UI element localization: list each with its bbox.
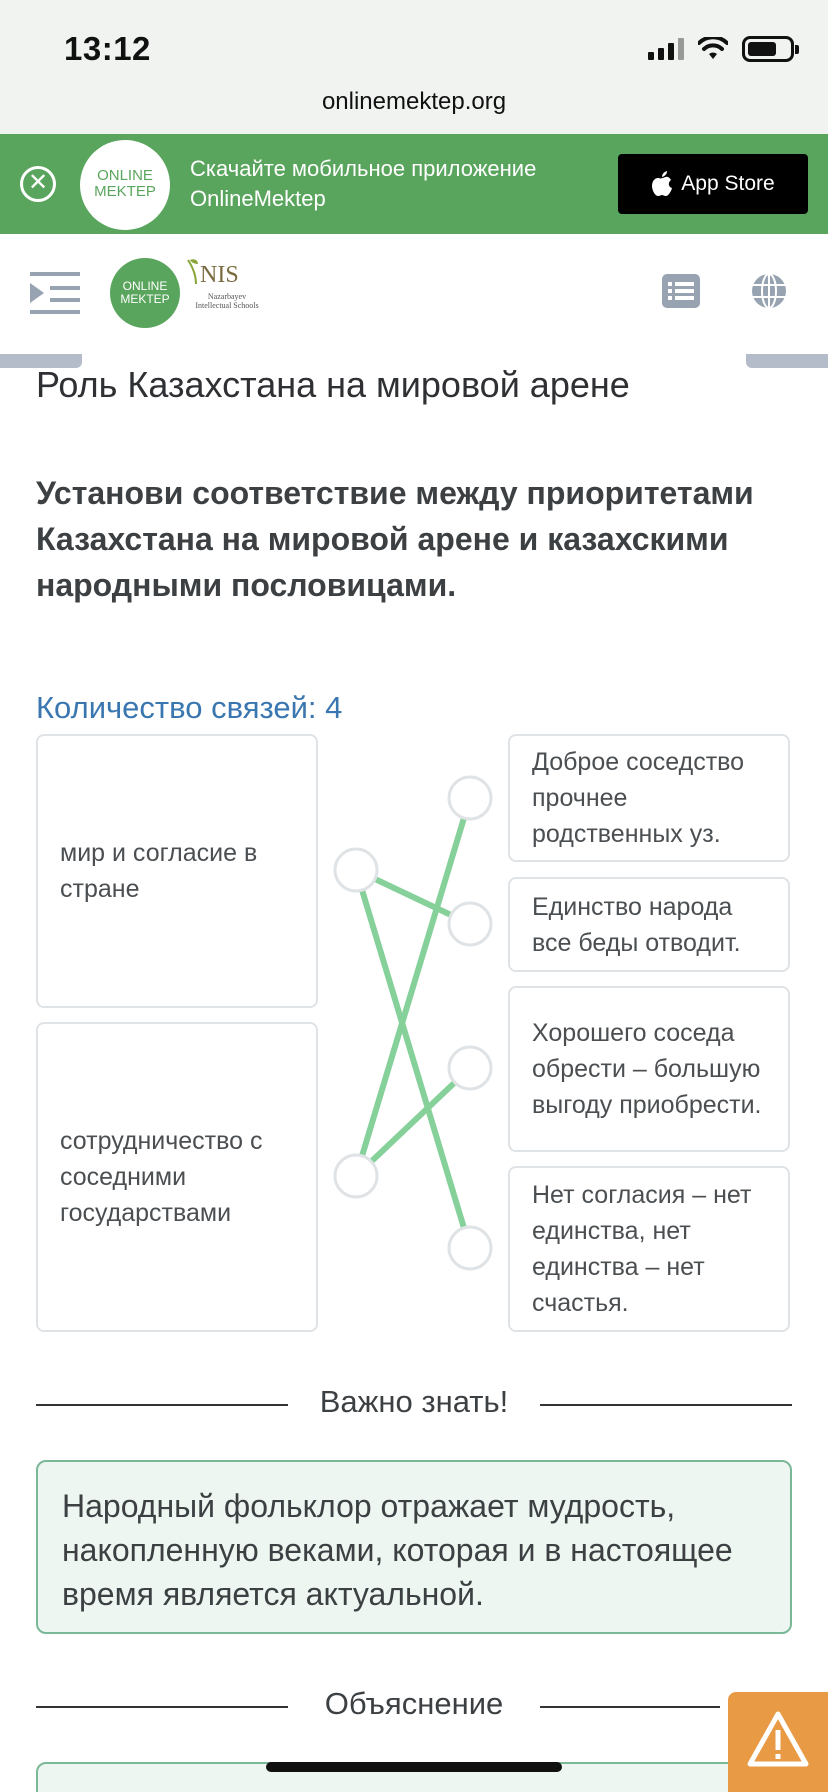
- globe-icon[interactable]: [750, 272, 788, 310]
- left-anchor[interactable]: [335, 849, 377, 891]
- banner-message: [190, 154, 536, 214]
- cellular-signal-icon: [648, 38, 684, 60]
- warning-icon: [728, 1692, 828, 1792]
- nis-logo: [186, 256, 259, 330]
- important-note: Народный фольклор отражает мудрость, накопленную веками, которая и в настоящее время является актуальной.: [36, 1460, 792, 1634]
- divider-left: [36, 1404, 288, 1406]
- right-anchor[interactable]: [449, 1047, 491, 1089]
- explanation-heading: Объяснение: [324, 1686, 504, 1721]
- home-indicator: [266, 1762, 562, 1772]
- nis-subtitle: Nazarbayev Intellectual Schools: [195, 292, 259, 310]
- right-card-neighborhood[interactable]: [508, 734, 790, 862]
- banner-line-2: OnlineMektep: [190, 186, 326, 211]
- menu-icon[interactable]: [30, 270, 80, 316]
- right-anchor[interactable]: [449, 1227, 491, 1269]
- left-card-text: мир и согласие в стране: [60, 839, 258, 903]
- battery-icon: [742, 36, 794, 62]
- right-card-text: Нет согласия – нет единства, нет единства – нет счастья.: [532, 1181, 752, 1317]
- connection-lines: [320, 730, 508, 1290]
- app-store-button[interactable]: [618, 154, 808, 214]
- right-card-text: Доброе соседство прочнее родственных уз.: [532, 748, 745, 848]
- app-store-label: App Store: [681, 172, 775, 195]
- header-shadow-right: [746, 354, 828, 368]
- apple-icon: [651, 171, 673, 197]
- report-issue-button[interactable]: [728, 1692, 828, 1792]
- status-time: 13:12: [64, 30, 151, 67]
- left-anchor[interactable]: [335, 1155, 377, 1197]
- right-card-unity[interactable]: [508, 877, 790, 972]
- status-icons: [648, 36, 794, 62]
- onlinemektep-logo: ONLINE MEKTEP: [80, 140, 170, 230]
- important-heading: Важно знать!: [319, 1384, 509, 1419]
- right-card-good-neighbor[interactable]: [508, 986, 790, 1152]
- close-icon[interactable]: ✕: [20, 166, 56, 202]
- connections-count: Количество связей: 4: [36, 690, 343, 725]
- left-card-text: сотрудничество с соседними государствами: [60, 1127, 263, 1227]
- status-bar: [0, 0, 828, 82]
- contents-list-icon[interactable]: [662, 274, 700, 308]
- left-card-cooperation[interactable]: [36, 1022, 318, 1332]
- task-instruction: Установи соответствие между приоритетами Казахстана на мировой арене и казахскими народными пословицами.: [36, 475, 754, 603]
- onlinemektep-logo[interactable]: ONLINE MEKTEP: [110, 258, 180, 328]
- divider-right: [540, 1404, 792, 1406]
- wifi-icon: [698, 37, 728, 61]
- app-promo-banner: [0, 134, 828, 234]
- right-anchor[interactable]: [449, 777, 491, 819]
- site-header: [0, 234, 828, 354]
- nis-title: NIS: [200, 262, 239, 288]
- divider-left: [36, 1706, 288, 1708]
- banner-line-1: Скачайте мобильное приложение: [190, 156, 537, 181]
- right-card-text: Хорошего соседа обрести – большую выгоду приобрести.: [532, 1019, 762, 1119]
- url-bar[interactable]: onlinemektep.org: [0, 82, 828, 134]
- right-card-text: Единство народа все беды отводит.: [532, 892, 741, 957]
- divider-right: [540, 1706, 720, 1708]
- page-title: Роль Казахстана на мировой арене: [36, 364, 630, 405]
- left-card-peace[interactable]: [36, 734, 318, 1008]
- right-card-harmony[interactable]: [508, 1166, 790, 1332]
- right-anchor[interactable]: [449, 903, 491, 945]
